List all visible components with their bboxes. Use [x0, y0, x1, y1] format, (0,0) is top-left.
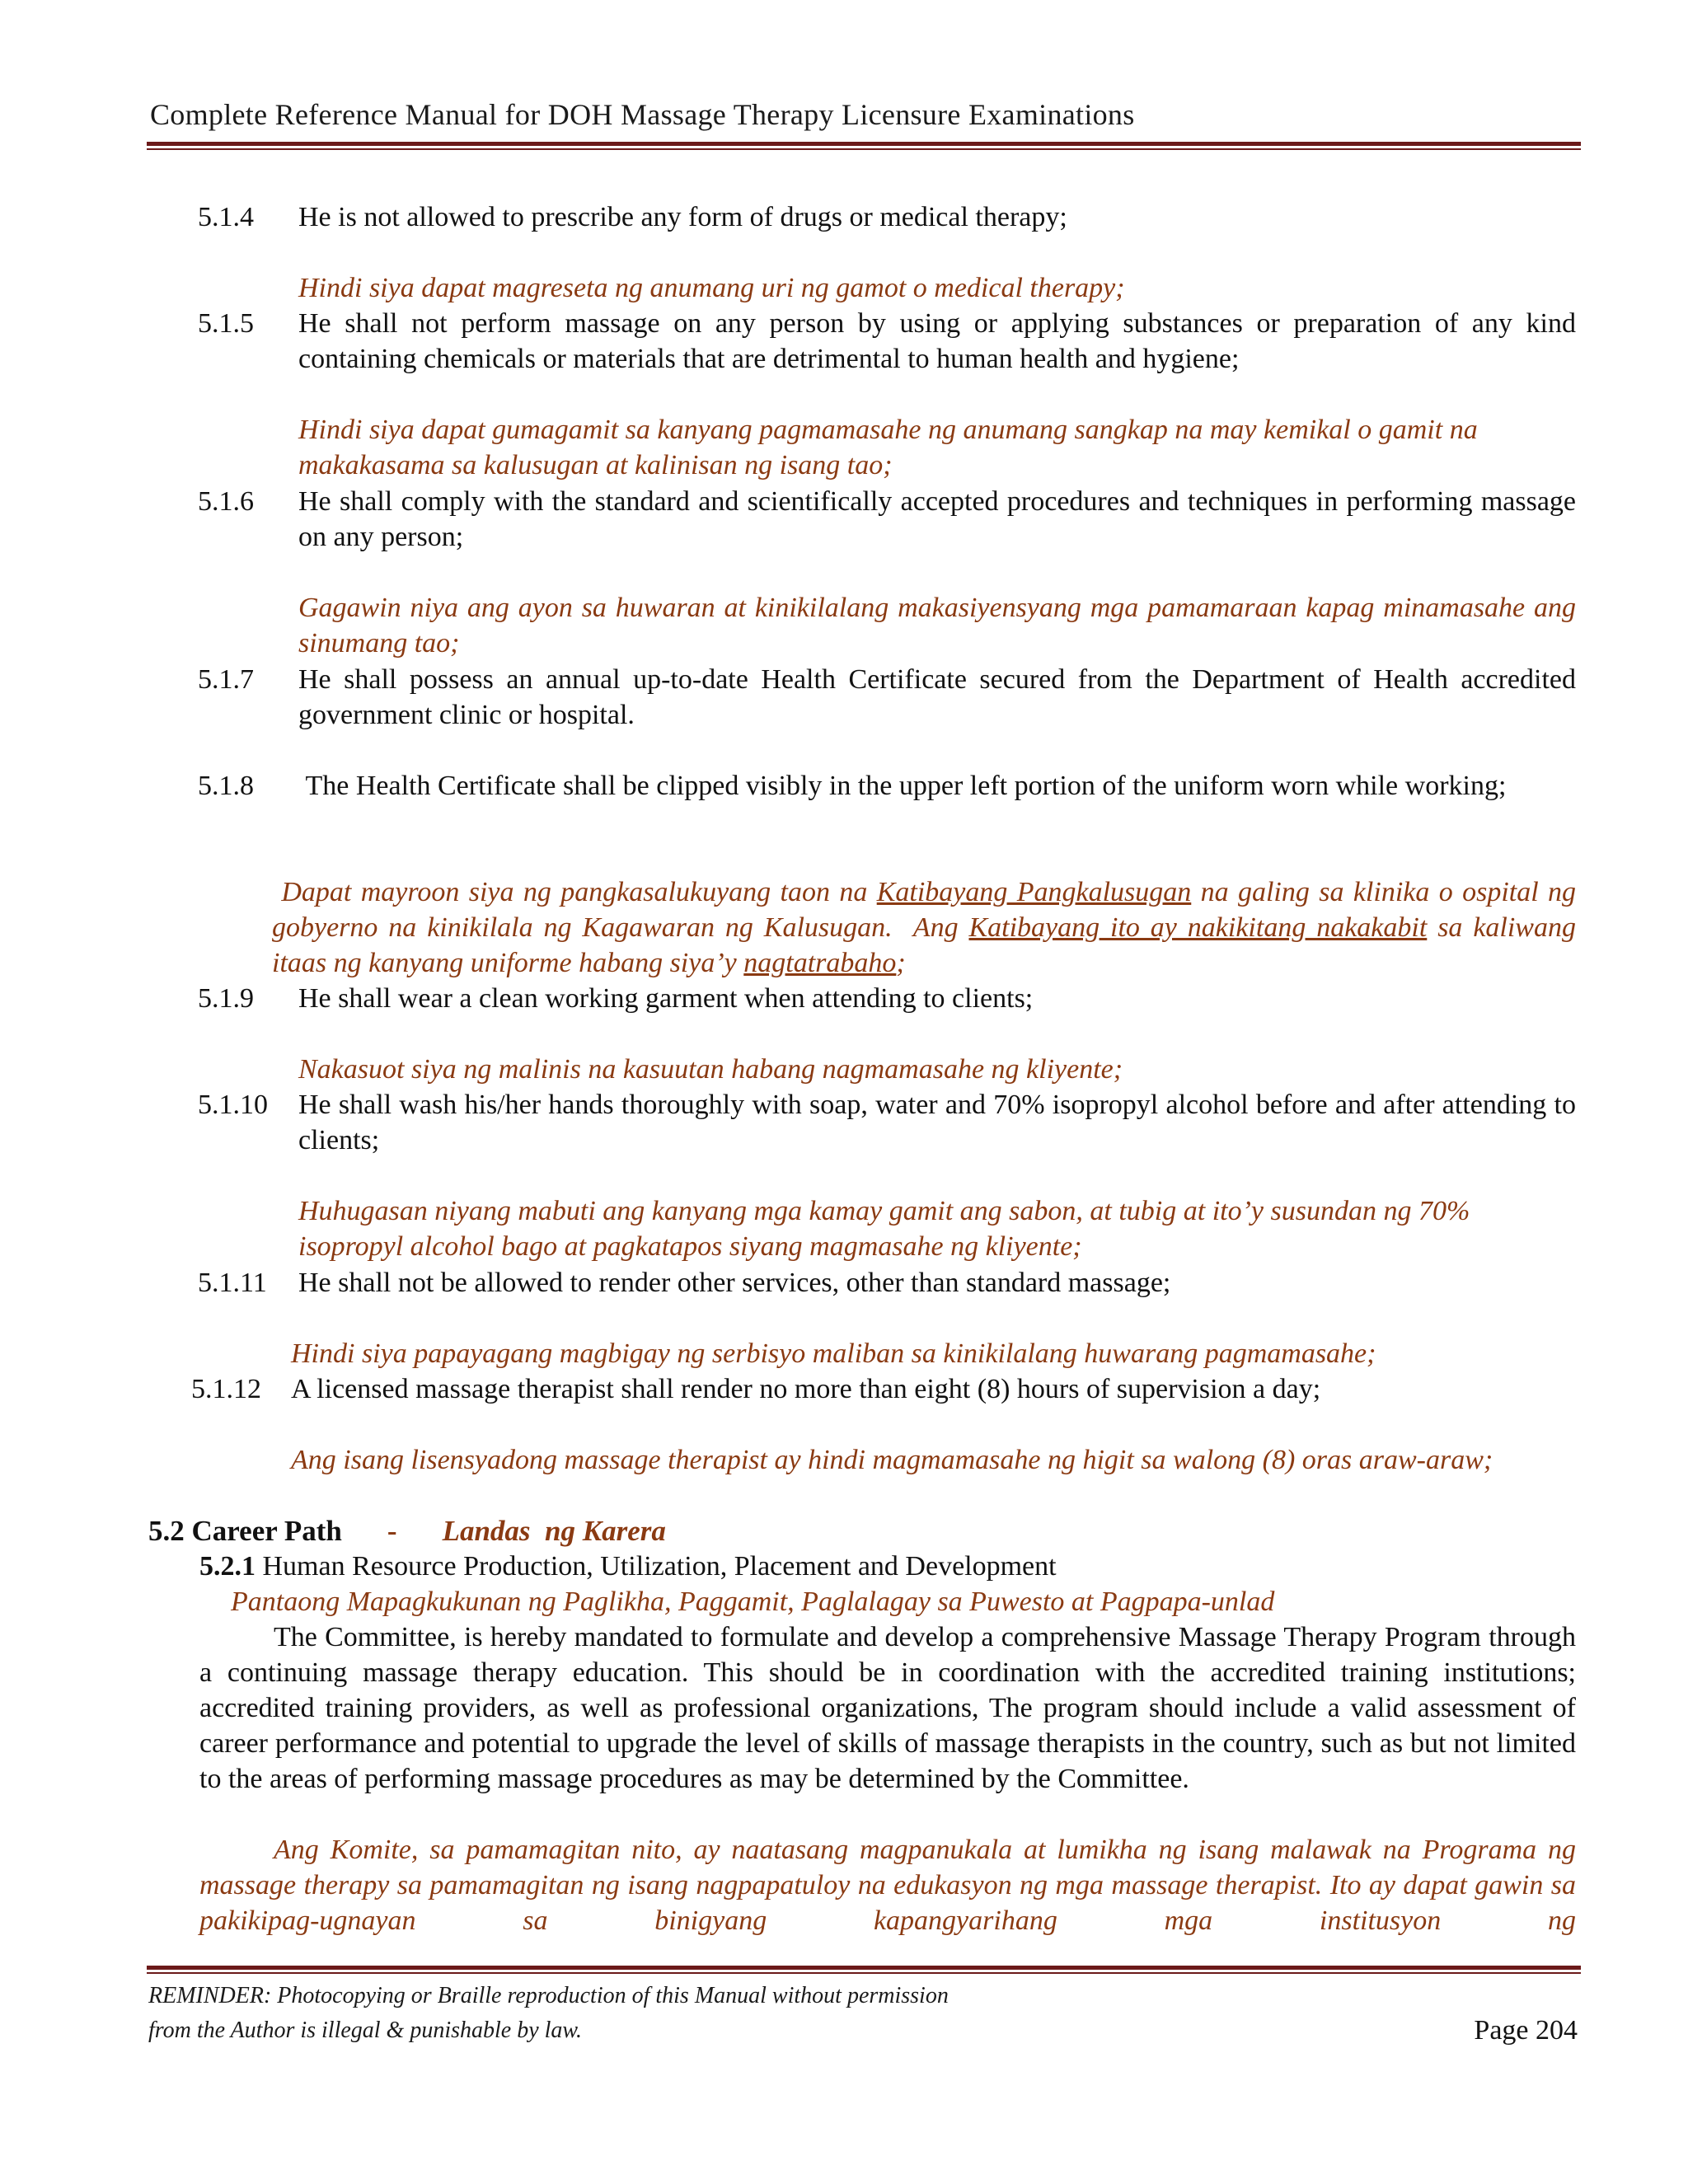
- header-rule-thin: [147, 148, 1581, 150]
- item-tagalog-text: Huhugasan niyang mabuti ang kanyang mga kamay gamit ang sabon, at tubig at ito’y susundan ng 70% isopropyl alcohol bago at pagkatapos siyang magmasahe ng kliyente;: [298, 1196, 1470, 1262]
- underlined-term: Katibayang ito ay nakikitang nakakabit: [968, 912, 1428, 943]
- item-tagalog-text: Hindi siya papayagang magbigay ng serbisyo maliban sa kinikilalang huwarang pagmamasahe;: [291, 1338, 1376, 1369]
- item-english-text: He shall not be allowed to render other services, other than standard massage;: [298, 1268, 1171, 1298]
- page-number: Page 204: [1474, 2015, 1578, 2046]
- item-tagalog-text: Nakasuot siya ng malinis na kasuutan habang nagmamasahe ng kliyente;: [298, 1054, 1123, 1085]
- item-number: 5.1.7: [198, 664, 254, 695]
- item-english-text: He shall comply with the standard and scientifically accepted procedures and techniques in performing massage on any person;: [298, 486, 1576, 552]
- footer-rule-thick: [147, 1966, 1581, 1970]
- item-tagalog-text: Ang isang lisensyadong massage therapist ay hindi magmamasahe ng higit sa walong (8) oras araw-araw;: [291, 1445, 1493, 1475]
- item-english-text: He shall wash his/her hands thoroughly with soap, water and 70% isopropyl alcohol before and after attending to clients;: [298, 1090, 1576, 1155]
- item-number: 5.1.12: [191, 1374, 261, 1404]
- item-english-text: He shall not perform massage on any person by using or applying substances or preparation of any kind containing chemicals or materials that are detrimental to human health and hygiene;: [298, 308, 1576, 374]
- subsection-number: 5.2.1: [199, 1551, 256, 1582]
- underlined-term: nagtatrabaho: [743, 948, 897, 978]
- item-number: 5.1.8: [198, 771, 254, 801]
- career-path-paragraph: The Committee, is hereby mandated to formulate and develop a comprehensive Massage Therapy Program through a continuing massage therapy education. This should be in coordination with the accredited training institutions; accredited training providers, as well as professional organizations, The program should include a valid assessment of career performance and potential to upgrade the level of skills of massage therapists in the country, such as but not limited to the areas of performing massage procedures as may be determined by the Committee.: [199, 1622, 1576, 1794]
- item-english-text: He is not allowed to prescribe any form of drugs or medical therapy;: [298, 202, 1067, 232]
- section-title: 5.2 Career Path - Landas ng Karera: [148, 1515, 666, 1547]
- item-english-text: He shall possess an annual up-to-date Health Certificate secured from the Department of Health accredited government clinic or hospital.: [298, 664, 1576, 730]
- footer-reminder-line1: REMINDER: Photocopying or Braille reproduction of this Manual without permission: [148, 1983, 949, 2008]
- item-english-text: A licensed massage therapist shall render no more than eight (8) hours of supervision a day;: [291, 1374, 1321, 1404]
- item-number: 5.1.5: [198, 308, 254, 339]
- footer-rule-thin: [147, 1972, 1581, 1974]
- item-english-text: He shall wear a clean working garment when attending to clients;: [298, 983, 1034, 1014]
- item-number: 5.1.10: [198, 1090, 268, 1120]
- item-tagalog-text: Dapat mayroon siya ng pangkasalukuyang taon na Katibayang Pangkalusugan na galing sa klinika o ospital ng gobyerno na kinikilala ng Kagawaran ng Kalusugan. Ang Katibayang ito ay nakikitang nakakabit sa kaliwang itaas ng kanyang uniforme habang siya’y nagtatrabaho;: [272, 877, 1583, 978]
- item-tagalog-text: Hindi siya dapat magreseta ng anumang uri ng gamot o medical therapy;: [298, 273, 1125, 303]
- item-english-text: The Health Certificate shall be clipped visibly in the upper left portion of the uniform worn while working;: [298, 771, 1507, 801]
- page-header-title: Complete Reference Manual for DOH Massage Therapy Licensure Examinations: [150, 98, 1135, 131]
- footer-reminder-line2: from the Author is illegal & punishable by law.: [148, 2018, 583, 2043]
- item-number: 5.1.6: [198, 486, 254, 517]
- subsection-tagalog-heading: Pantaong Mapagkukunan ng Paglikha, Paggamit, Paglalagay sa Puwesto at Pagpapa-unlad: [231, 1586, 1275, 1617]
- item-number: 5.1.4: [198, 202, 254, 232]
- subsection-heading: 5.2.1 Human Resource Production, Utilization, Placement and Development: [199, 1551, 1057, 1582]
- item-number: 5.1.9: [198, 983, 254, 1014]
- item-number: 5.1.11: [198, 1268, 267, 1298]
- career-path-tagalog-paragraph: Ang Komite, sa pamamagitan nito, ay naatasang magpanukala at lumikha ng isang malawak na Programa ng massage therapy sa pamamagitan ng isang nagpapatuloy na edukasyon ng mga massage therapist. Ito ay dapat gawin sa pakikipag-ugnayan sa binigyang kapangyarihang mga institusyon ng: [199, 1835, 1576, 1936]
- underlined-term: Katibayang Pangkalusugan: [876, 877, 1192, 907]
- item-tagalog-text: Hindi siya dapat gumagamit sa kanyang pagmamasahe ng anumang sangkap na may kemikal o gamit na makakasama sa kalusugan at kalinisan ng isang tao;: [298, 415, 1478, 480]
- header-rule-thick: [147, 142, 1581, 146]
- item-tagalog-text: Gagawin niya ang ayon sa huwaran at kinikilalang makasiyensyang mga pamamaraan kapag minamasahe ang sinumang tao;: [298, 593, 1576, 658]
